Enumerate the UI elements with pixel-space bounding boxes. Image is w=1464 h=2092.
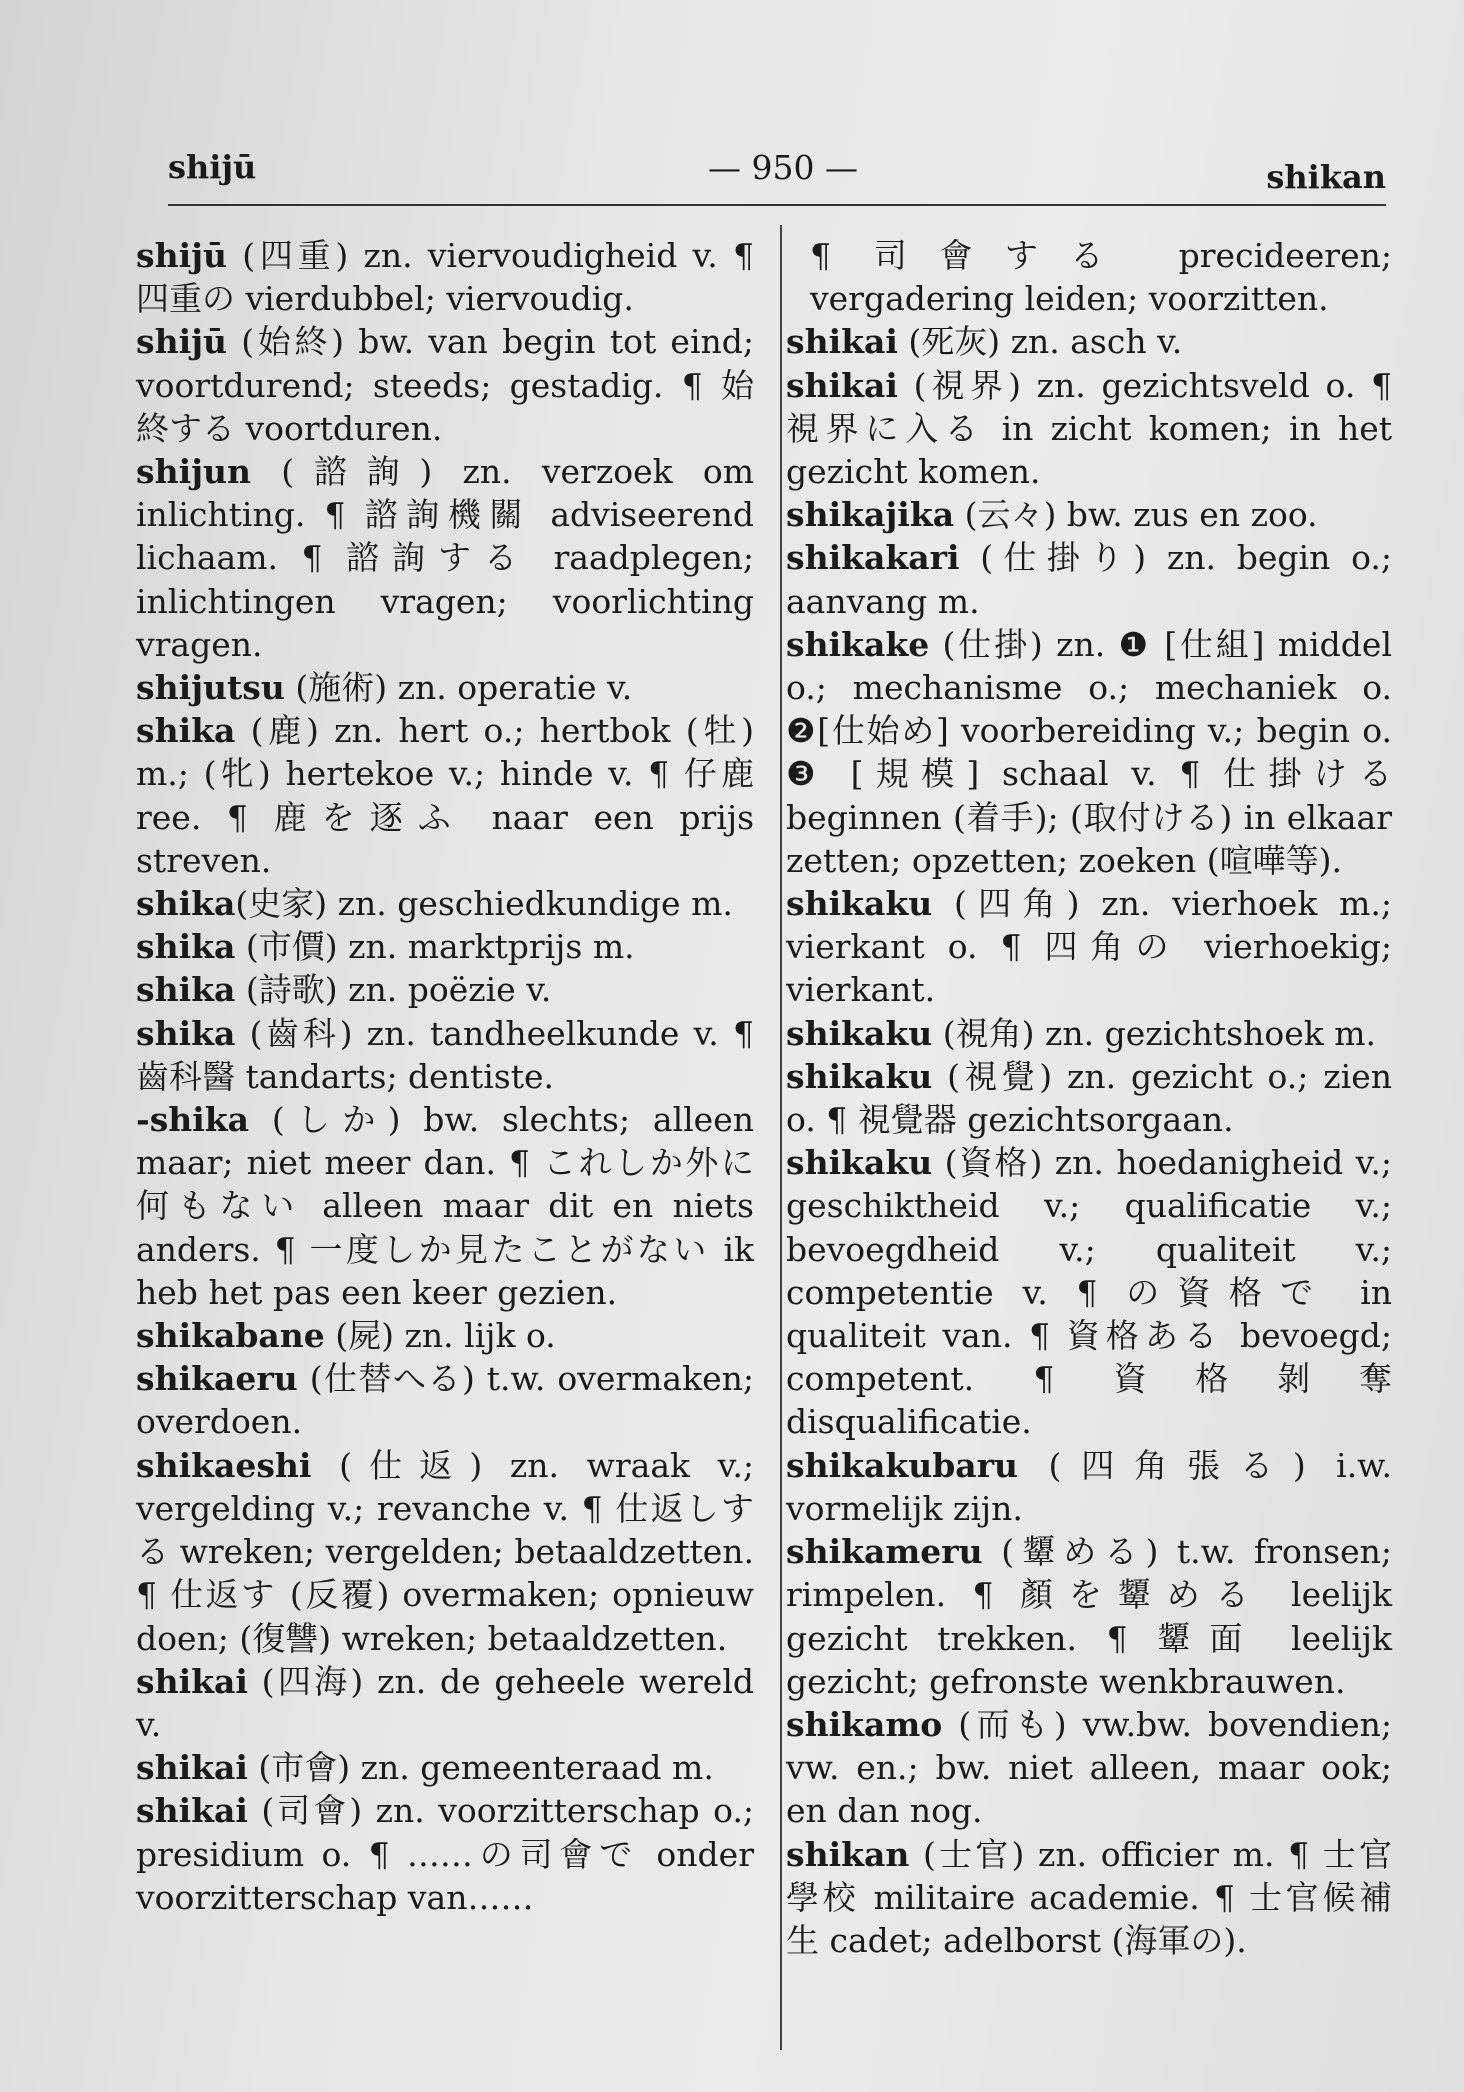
- dictionary-entry: [136, 1789, 754, 1919]
- column-divider: [780, 225, 782, 2050]
- dictionary-entry: [136, 709, 754, 882]
- header-right-guideword: shikan: [1266, 158, 1386, 196]
- entry-definition: (詩歌) zn. poëzie v.: [235, 970, 552, 1010]
- dictionary-entry: [786, 882, 1392, 1012]
- entry-headword: shikaku: [786, 1013, 933, 1053]
- entry-definition: (四角張る) i.w. vormelijk zijn.: [786, 1445, 1392, 1528]
- entry-definition: (死灰) zn. asch v.: [897, 322, 1183, 362]
- dictionary-entry: [136, 1357, 754, 1443]
- entry-definition: (司會) zn. voorzitterschap o.; presidium o. ¶ ……の司會で onder voorzitterschap van……: [136, 1791, 754, 1917]
- dictionary-entry: [786, 320, 1392, 363]
- left-column: [136, 234, 754, 1919]
- dictionary-entry: [786, 1444, 1392, 1530]
- dictionary-entry: [136, 1098, 754, 1314]
- entry-headword: shikabane: [136, 1316, 325, 1356]
- dictionary-entry: [786, 1012, 1392, 1055]
- entry-headword: shikamo: [786, 1704, 943, 1744]
- dictionary-entry: [786, 536, 1392, 622]
- dictionary-entry: [136, 666, 754, 709]
- entry-definition: (市會) zn. gemeenteraad m.: [247, 1748, 714, 1788]
- entry-headword: shika: [136, 884, 236, 924]
- dictionary-entry: [786, 234, 1392, 320]
- entry-headword: shikai: [786, 365, 898, 405]
- dictionary-entry: [136, 450, 754, 666]
- dictionary-entry: [136, 1660, 754, 1746]
- page-number: — 950 —: [708, 148, 858, 187]
- entry-headword: shikai: [136, 1661, 248, 1701]
- entry-definition: (仕返) zn. wraak v.; vergelding v.; revanche v. ¶ 仕返しする wreken; vergelden; betaaldzetten. ¶ 仕返す (反覆) overmaken; opnieuw doen; (復讐) wreken; betaaldzetten.: [136, 1445, 754, 1658]
- entry-headword: shika: [136, 711, 236, 751]
- entry-definition: (仕掛) zn. ❶ [仕組] middel o.; mechanisme o.; mechaniek o. ❷[仕始め] voorbereiding v.; begin o. ❸ [規模] schaal v. ¶ 仕掛ける beginnen (着手); (取付ける) in elkaar zetten; opzetten; zoeken (喧嘩等).: [786, 624, 1392, 880]
- entry-definition: (四海) zn. de geheele wereld v.: [136, 1661, 754, 1744]
- dictionary-entry: [136, 1444, 754, 1660]
- entry-headword: shikaku: [786, 1056, 933, 1096]
- dictionary-entry: [136, 882, 754, 925]
- dictionary-entry: [136, 1314, 754, 1357]
- right-column: [786, 234, 1392, 1962]
- entry-headword: shikaku: [786, 1143, 933, 1183]
- dictionary-entry: [136, 968, 754, 1011]
- dictionary-entry: [786, 1703, 1392, 1833]
- dictionary-entry: [786, 1530, 1392, 1703]
- entry-definition: (四重) zn. viervoudigheid v. ¶ 四重の vierdubbel; viervoudig.: [136, 236, 754, 319]
- entry-definition: (諮詢) zn. verzoek om inlichting. ¶ 諮詢機關 adviseerend lichaam. ¶ 諮詢する raadplegen; inlichtingen vragen; voorlichting vragen.: [136, 452, 754, 664]
- entry-definition: (始終) bw. van begin tot eind; voortdurend; steeds; gestadig. ¶ 始終する voortduren.: [136, 322, 754, 448]
- entry-headword: shikai: [136, 1748, 248, 1788]
- entry-definition: (仕替へる) t.w. overmaken; overdoen.: [136, 1359, 754, 1442]
- entry-headword: shikai: [136, 1791, 248, 1831]
- entry-definition: (しか) bw. slechts; alleen maar; niet meer dan. ¶ これしか外に何もない alleen maar dit en niets anders. ¶ 一度しか見たことがない ik heb het pas een keer gezien.: [136, 1100, 754, 1312]
- entry-headword: shikake: [786, 624, 930, 664]
- entry-headword: shikaeshi: [136, 1445, 312, 1485]
- entry-headword: shijū: [136, 236, 228, 275]
- dictionary-entry: [136, 925, 754, 968]
- entry-definition: (視角) zn. gezichtshoek m.: [932, 1013, 1377, 1053]
- entry-definition: ¶ 司會する precideeren; vergadering leiden; voorzitten.: [810, 236, 1392, 319]
- entry-headword: shikajika: [786, 495, 955, 535]
- entry-headword: shika: [136, 927, 236, 967]
- entry-definition: (鹿) zn. hert o.; hertbok (牡) m.; (牝) hertekoe v.; hinde v. ¶ 仔鹿 ree. ¶ 鹿を逐ふ naar een prijs streven.: [136, 711, 754, 880]
- entry-headword: shijutsu: [136, 668, 285, 708]
- dictionary-entry: [786, 1055, 1392, 1141]
- entry-headword: shijun: [136, 452, 252, 492]
- entry-definition: (而も) vw.bw. bovendien; vw. en.; bw. niet alleen, maar ook; en dan nog.: [786, 1704, 1392, 1831]
- entry-definition: (云々) bw. zus en zoo.: [954, 495, 1318, 535]
- entry-definition: (屍) zn. lijk o.: [324, 1316, 556, 1356]
- page-header: [168, 148, 1386, 198]
- entry-definition: (市價) zn. marktprijs m.: [235, 927, 635, 967]
- entry-headword: shikan: [786, 1834, 910, 1874]
- entry-headword: shikameru: [786, 1532, 983, 1572]
- entry-headword: shikakubaru: [786, 1445, 1019, 1485]
- entry-headword: shikai: [786, 322, 898, 362]
- dictionary-entry: [136, 320, 754, 450]
- header-left-guideword: shijū: [168, 148, 257, 186]
- dictionary-entry: [786, 623, 1392, 882]
- entry-definition: (四角) zn. vierhoek m.; vierkant o. ¶ 四角の vierhoekig; vierkant.: [786, 884, 1392, 1010]
- entry-headword: -shika: [136, 1100, 250, 1140]
- dictionary-entry: [786, 364, 1392, 494]
- entry-definition: (施術) zn. operatie v.: [284, 668, 633, 708]
- dictionary-entry: [136, 1746, 754, 1789]
- entry-headword: shika: [136, 1013, 236, 1053]
- entry-definition: (顰める) t.w. fronsen; rimpelen. ¶ 顏を顰める leelijk gezicht trekken. ¶ 顰面 leelijk gezicht; gefronste wenkbrauwen.: [786, 1532, 1392, 1701]
- entry-definition: (視界) zn. gezichtsveld o. ¶ 視界に入る in zicht komen; in het gezicht komen.: [786, 365, 1392, 492]
- entry-definition: (仕掛り) zn. begin o.; aanvang m.: [786, 538, 1392, 621]
- entry-headword: shijū: [136, 322, 228, 362]
- entry-definition: (資格) zn. hoedanigheid v.; geschiktheid v.; qualificatie v.; bevoegdheid v.; qualiteit v.; competentie v. ¶ の資格で in qualiteit van. ¶ 資格ある bevoegd; competent. ¶ 資格剝奪 disqualificatie.: [786, 1143, 1392, 1442]
- entry-definition: (史家) zn. geschiedkundige m.: [235, 884, 733, 924]
- entry-definition: (視覺) zn. gezicht o.; zien o. ¶ 視覺器 gezichtsorgaan.: [786, 1056, 1392, 1140]
- dictionary-entry: [786, 1141, 1392, 1443]
- entry-headword: shika: [136, 970, 236, 1010]
- dictionary-entry: [136, 234, 754, 320]
- dictionary-entry: [786, 1833, 1392, 1963]
- entry-headword: shikaku: [786, 884, 933, 924]
- dictionary-entry: [786, 493, 1392, 536]
- entry-definition: (齒科) zn. tandheelkunde v. ¶ 齒科醫 tandarts; dentiste.: [136, 1013, 754, 1096]
- dictionary-entry: [136, 1012, 754, 1098]
- header-rule: [168, 204, 1386, 206]
- entry-definition: (士官) zn. officier m. ¶ 士官學校 militaire academie. ¶ 士官候補生 cadet; adelborst (海軍の).: [786, 1834, 1392, 1960]
- entry-headword: shikaeru: [136, 1359, 298, 1399]
- entry-headword: shikakari: [786, 538, 960, 578]
